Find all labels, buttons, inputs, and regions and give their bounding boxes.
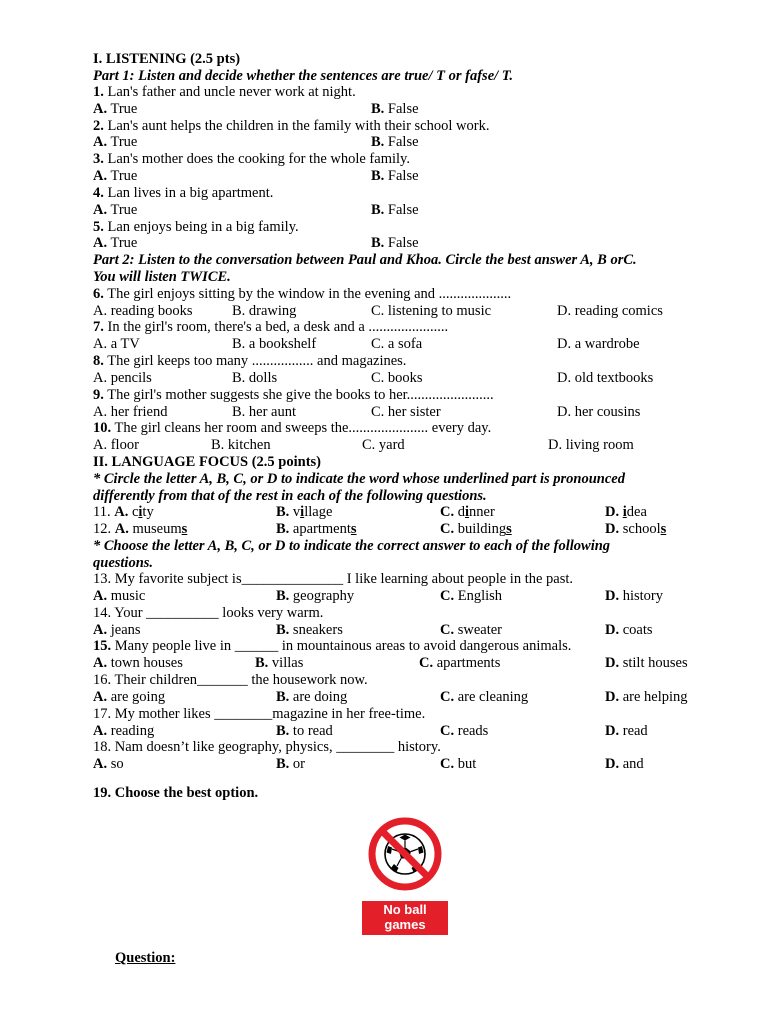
sign-text-line1: No ball bbox=[383, 902, 427, 917]
sign-text-line2: games bbox=[384, 917, 426, 932]
option-c: C. reads bbox=[440, 723, 489, 739]
option-d: D. old textbooks bbox=[557, 370, 654, 386]
option-a: A. True bbox=[93, 134, 138, 150]
option-c: C. but bbox=[440, 756, 477, 772]
option-b: B. geography bbox=[276, 588, 355, 604]
question-16-options bbox=[93, 689, 713, 706]
option-a: A. True bbox=[93, 168, 138, 184]
option-b: B. villas bbox=[255, 655, 304, 671]
question-4-options bbox=[93, 202, 713, 219]
option-b: B. False bbox=[371, 101, 419, 117]
option-b: B. False bbox=[371, 235, 419, 251]
question-7: 7. In the girl's room, there's a bed, a desk and a ...................... bbox=[93, 319, 449, 335]
question-15: 15. Many people live in ______ in mountainous areas to avoid dangerous animals. bbox=[93, 638, 572, 654]
question-17: 17. My mother likes ________magazine in her free-time. bbox=[93, 706, 426, 722]
option-b: B. village bbox=[276, 504, 333, 520]
option-d: D. living room bbox=[548, 437, 634, 453]
option-b: B. False bbox=[371, 202, 419, 218]
option-b: B. are doing bbox=[276, 689, 348, 705]
question-10: 10. The girl cleans her room and sweeps the...................... every day. bbox=[93, 420, 492, 436]
pronunciation-instruction-cont: differently from that of the rest in each of the following questions. bbox=[93, 488, 487, 504]
option-d: D. history bbox=[605, 588, 664, 604]
option-c: C. English bbox=[440, 588, 503, 604]
option-a: 11. A. city bbox=[93, 504, 154, 520]
option-d: D. a wardrobe bbox=[557, 336, 640, 352]
part1-instruction: Part 1: Listen and decide whether the sentences are true/ T or fafse/ T. bbox=[93, 68, 513, 84]
option-b: B. kitchen bbox=[211, 437, 271, 453]
option-a: A. pencils bbox=[93, 370, 152, 386]
question-12 bbox=[93, 521, 713, 538]
question-4: 4. Lan lives in a big apartment. bbox=[93, 185, 274, 201]
question-9: 9. The girl's mother suggests she give the books to her........................ bbox=[93, 387, 494, 403]
question-18: 18. Nam doesn’t like geography, physics, ________ history. bbox=[93, 739, 441, 755]
question-18-options bbox=[93, 756, 713, 773]
option-a: A. reading books bbox=[93, 303, 193, 319]
option-b: B. her aunt bbox=[232, 404, 297, 420]
option-a: A. music bbox=[93, 588, 146, 604]
option-b: B. apartments bbox=[276, 521, 357, 537]
question-13-options bbox=[93, 588, 713, 605]
question-label: Question: bbox=[115, 950, 176, 966]
question-9-options bbox=[93, 404, 713, 421]
question-2: 2. Lan's aunt helps the children in the family with their school work. bbox=[93, 118, 490, 134]
question-2-options bbox=[93, 134, 713, 151]
question-6-options bbox=[93, 303, 713, 320]
option-d: D. reading comics bbox=[557, 303, 663, 319]
part2-instruction: Part 2: Listen to the conversation between Paul and Khoa. Circle the best answer A, B orC. bbox=[93, 252, 637, 268]
question-11 bbox=[93, 504, 713, 521]
no-ball-games-sign bbox=[362, 816, 448, 936]
option-b: B. False bbox=[371, 134, 419, 150]
question-8-options bbox=[93, 370, 713, 387]
option-d: D. her cousins bbox=[557, 404, 641, 420]
option-a: A. True bbox=[93, 235, 138, 251]
option-c: C. a sofa bbox=[371, 336, 423, 352]
question-7-options bbox=[93, 336, 713, 353]
option-a: A. jeans bbox=[93, 622, 141, 638]
option-c: C. sweater bbox=[440, 622, 503, 638]
option-d: D. idea bbox=[605, 504, 647, 520]
option-b: B. drawing bbox=[232, 303, 297, 319]
question-5-options bbox=[93, 235, 713, 252]
option-d: D. read bbox=[605, 723, 648, 739]
question-3: 3. Lan's mother does the cooking for the whole family. bbox=[93, 151, 410, 167]
option-a: A. so bbox=[93, 756, 124, 772]
option-c: C. buildings bbox=[440, 521, 512, 537]
option-a: A. True bbox=[93, 202, 138, 218]
part2-instruction-cont: You will listen TWICE. bbox=[93, 269, 231, 285]
option-c: C. yard bbox=[362, 437, 405, 453]
option-c: C. are cleaning bbox=[440, 689, 529, 705]
option-b: B. False bbox=[371, 168, 419, 184]
option-b: B. or bbox=[276, 756, 306, 772]
question-5: 5. Lan enjoys being in a big family. bbox=[93, 219, 299, 235]
option-c: C. listening to music bbox=[371, 303, 492, 319]
section-title-language-focus: II. LANGUAGE FOCUS (2.5 points) bbox=[93, 454, 321, 470]
choose-instruction-cont: questions. bbox=[93, 555, 154, 571]
question-13: 13. My favorite subject is______________ I like learning about people in the past. bbox=[93, 571, 574, 587]
option-c: C. books bbox=[371, 370, 423, 386]
option-b: B. to read bbox=[276, 723, 333, 739]
option-b: B. a bookshelf bbox=[232, 336, 317, 352]
question-17-options bbox=[93, 723, 713, 740]
option-a: A. are going bbox=[93, 689, 166, 705]
option-a: A. True bbox=[93, 101, 138, 117]
section-title-listening: I. LISTENING (2.5 pts) bbox=[93, 51, 241, 67]
option-d: D. and bbox=[605, 756, 644, 772]
question-8: 8. The girl keeps too many ................. and magazines. bbox=[93, 353, 407, 369]
option-a: A. a TV bbox=[93, 336, 140, 352]
option-a: A. floor bbox=[93, 437, 139, 453]
option-b: B. sneakers bbox=[276, 622, 343, 638]
option-a: A. reading bbox=[93, 723, 155, 739]
option-a: A. town houses bbox=[93, 655, 183, 671]
question-14: 14. Your __________ looks very warm. bbox=[93, 605, 324, 621]
question-19-title: 19. Choose the best option. bbox=[93, 785, 259, 801]
option-c: C. her sister bbox=[371, 404, 441, 420]
option-a: A. her friend bbox=[93, 404, 168, 420]
option-d: D. schools bbox=[605, 521, 667, 537]
question-6: 6. The girl enjoys sitting by the window in the evening and .................... bbox=[93, 286, 512, 302]
option-d: D. coats bbox=[605, 622, 653, 638]
question-16: 16. Their children_______ the housework now. bbox=[93, 672, 368, 688]
choose-instruction: * Choose the letter A, B, C, or D to indicate the correct answer to each of the following bbox=[93, 538, 611, 554]
question-1: 1. Lan's father and uncle never work at night. bbox=[93, 84, 356, 100]
option-d: D. stilt houses bbox=[605, 655, 688, 671]
pronunciation-instruction: * Circle the letter A, B, C, or D to indicate the word whose underlined part is pronounced bbox=[93, 471, 625, 487]
question-10-options bbox=[93, 437, 713, 454]
question-1-options bbox=[93, 101, 713, 118]
question-3-options bbox=[93, 168, 713, 185]
option-b: B. dolls bbox=[232, 370, 278, 386]
question-15-options bbox=[93, 655, 713, 672]
option-c: C. apartments bbox=[419, 655, 501, 671]
option-c: C. dinner bbox=[440, 504, 495, 520]
question-14-options bbox=[93, 622, 713, 639]
option-d: D. are helping bbox=[605, 689, 688, 705]
option-a: 12. A. museums bbox=[93, 521, 188, 537]
